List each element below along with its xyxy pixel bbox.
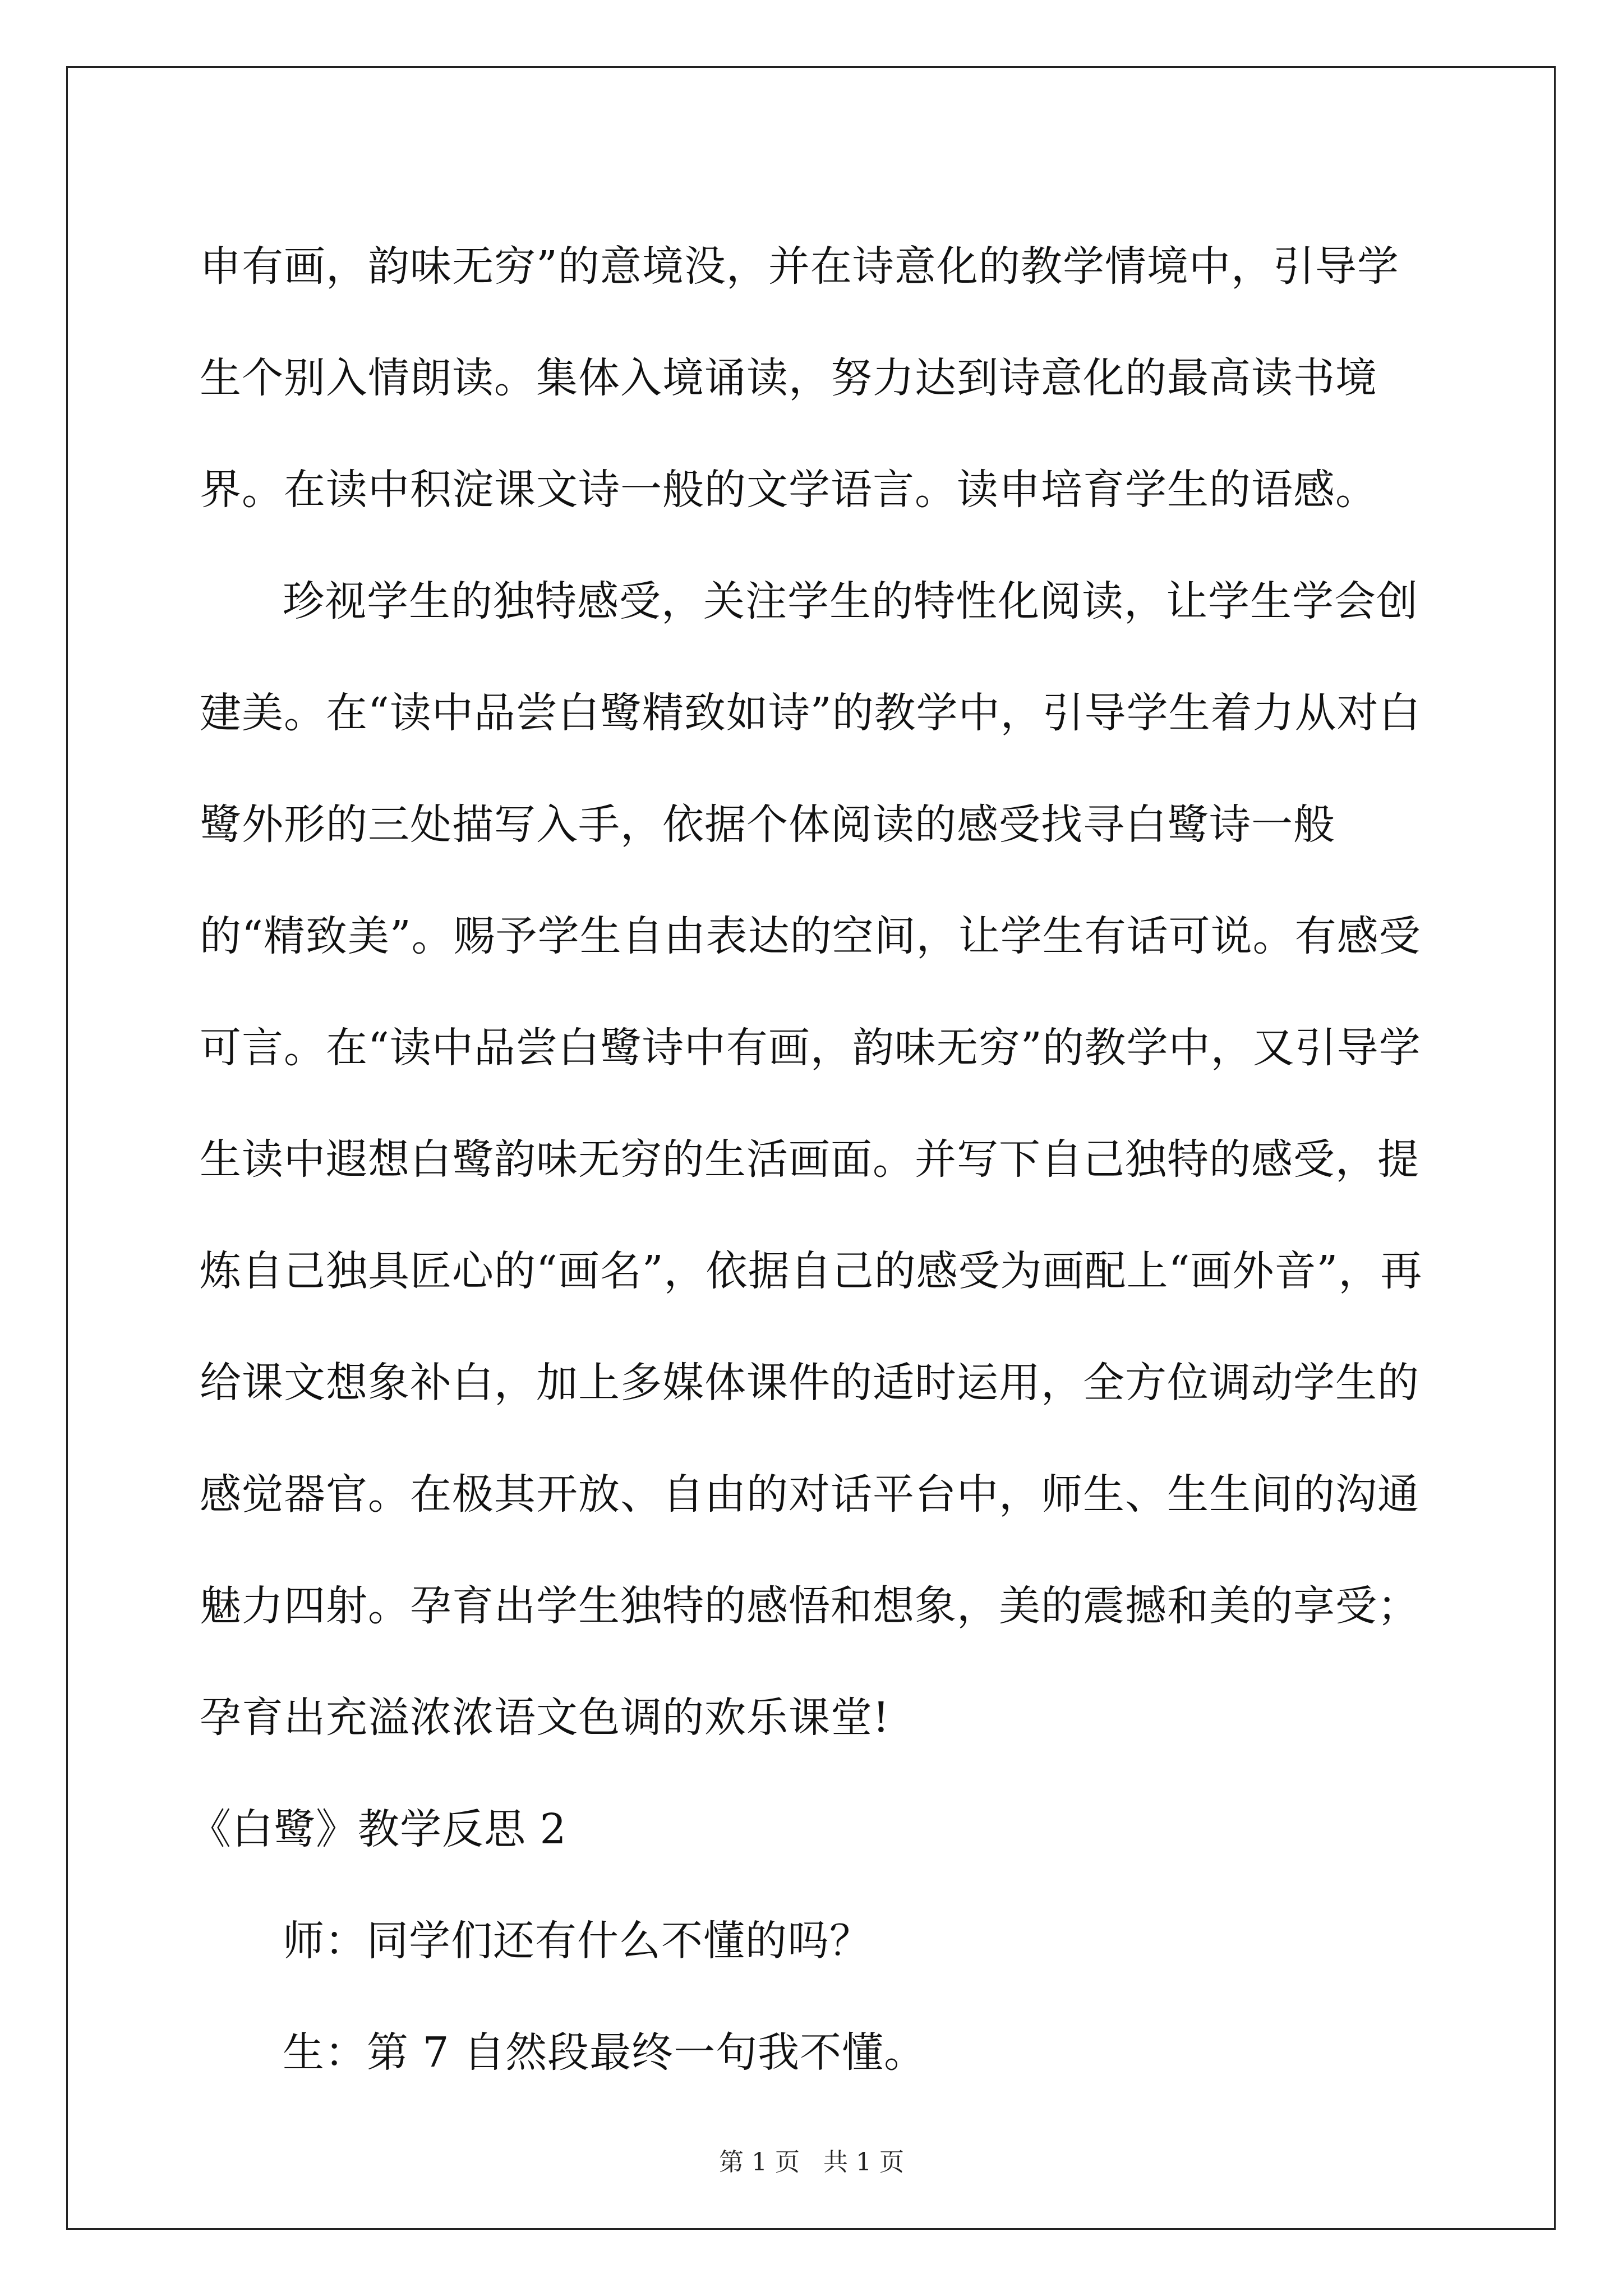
page-total: 共 1 页: [823, 2148, 904, 2177]
section-heading: 《白鹭》教学反思 2: [190, 1805, 567, 1853]
dialogue-teacher: 师：同学们还有什么不懂的吗？: [283, 1917, 872, 1965]
page-footer: [0, 2142, 1623, 2178]
paragraph-reflection: 珍视学生的独特感受，关注学生的特性化阅读，让学生学会创建美。在“读中品尝白鹭精致如诗”的教学中，引导学生着力从对白鹭外形的三处描写入手，依据个体阅读的感受找寻白鹭诗一般的“精致美”。赐予学生自由表达的空间，让学生有话可说。有感受可言。在“读中品尝白鹭诗中有画，韵味无穷”的教学中，又引导学生读中遐想白鹭韵味无穷的生活画面。并写下自己独特的感受，提炼自己独具匠心的“画名”，依据自己的感受为画配上“画外音”，再给课文想象补白，加上多媒体课件的适时运用，全方位调动学生的感觉器官。在极其开放、自由的对话平台中，师生、生生间的沟通魅力四射。孕育出学生独特的感悟和想象，美的震撼和美的享受；孕育出充溢浓浓语文色调的欢乐课堂!: [200, 577, 1423, 1742]
document-body: [190, 211, 1436, 2109]
paragraph-continuation: 申有画，韵味无穷”的意境没，并在诗意化的教学情境中，引导学生个别入情朗读。集体入境诵读，努力达到诗意化的最高读书境界。在读中积淀课文诗一般的文学语言。读申培育学生的语感。: [200, 242, 1399, 514]
dialogue-student: 生：第 7 自然段最终一句我不懂。: [283, 2028, 926, 2077]
page-number: 第 1 页: [719, 2148, 800, 2177]
